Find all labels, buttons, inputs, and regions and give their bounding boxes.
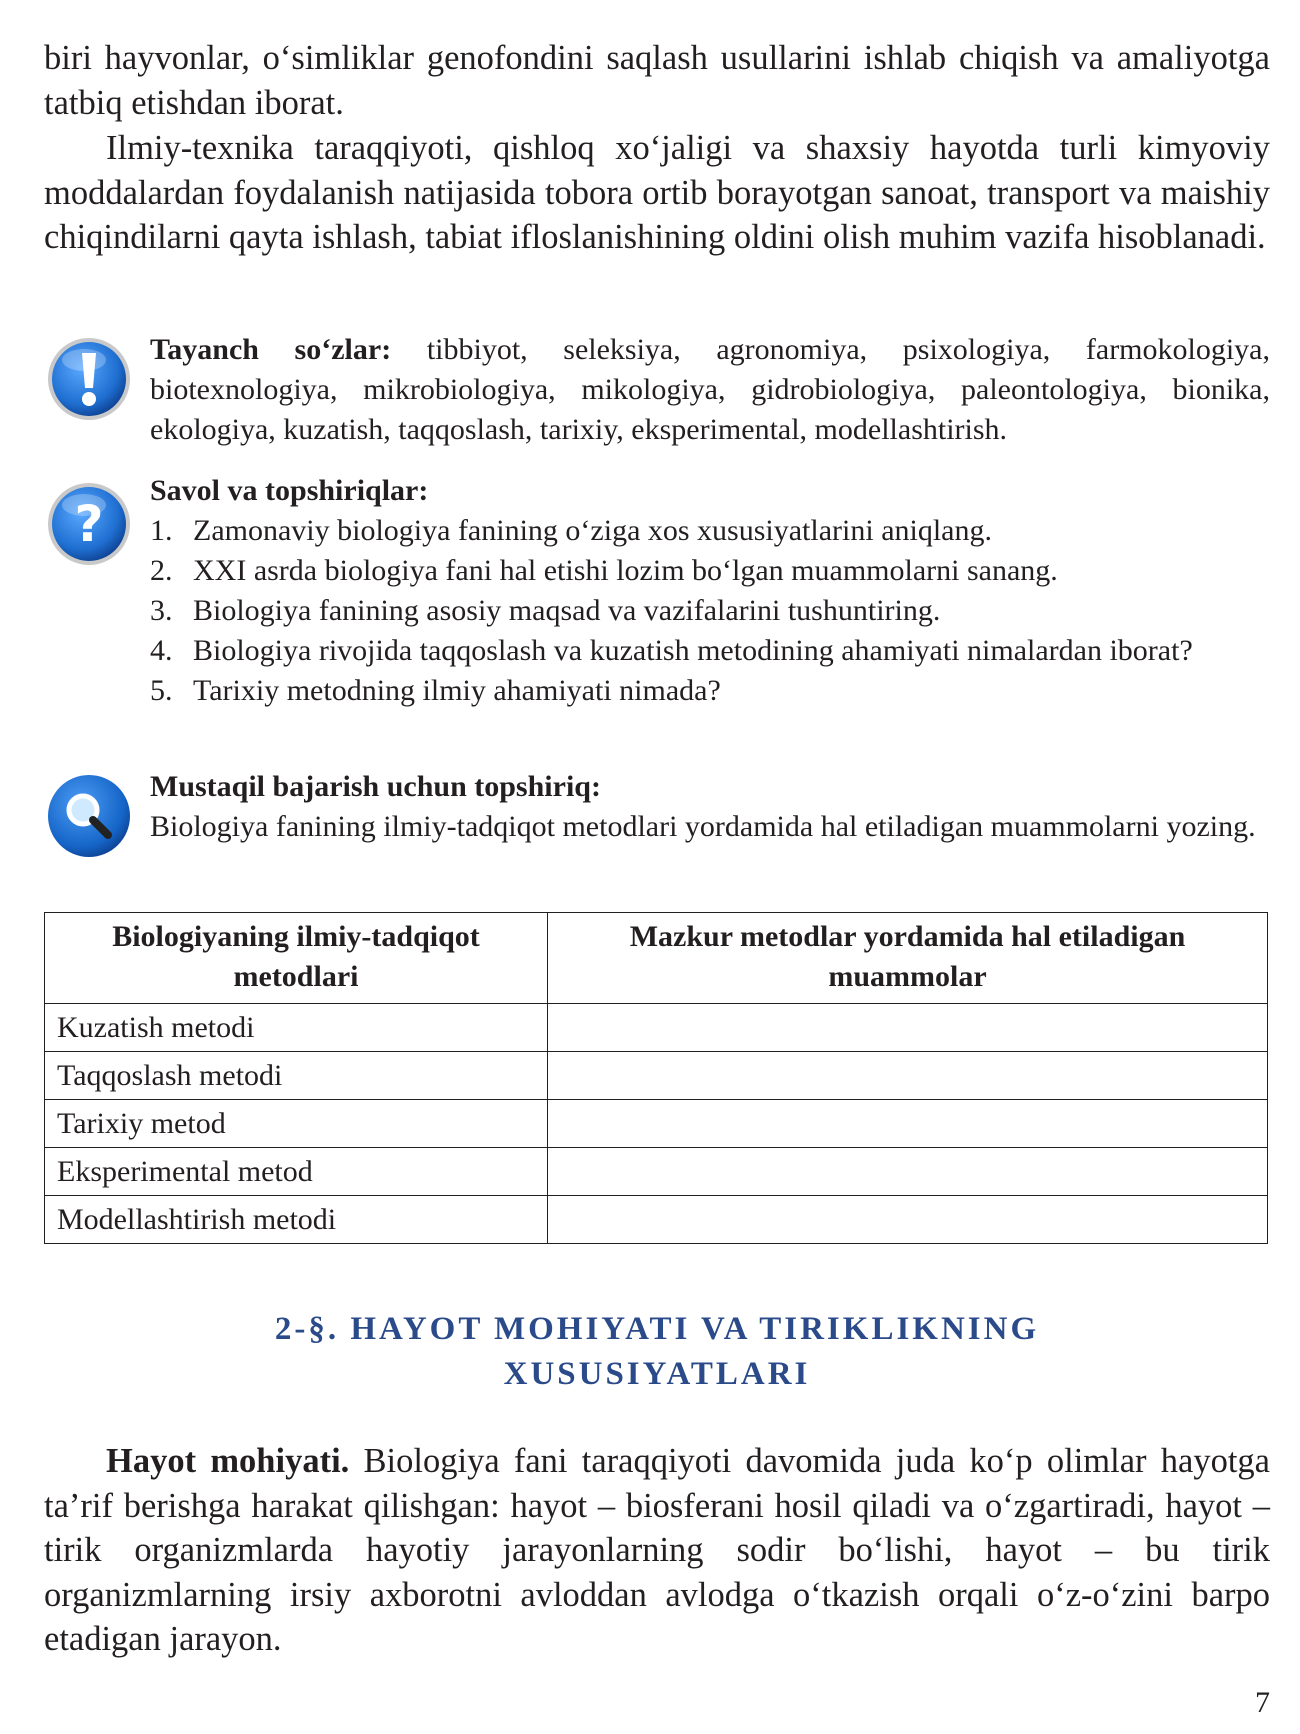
item-text: XXI asrda biologiya fani hal etishi lozim bo‘lgan muammolarni sanang. (193, 554, 1058, 587)
questions-content (150, 471, 1270, 711)
table-row (45, 1100, 1268, 1148)
section-title (44, 1307, 1270, 1397)
item-text: Tarixiy metodning ilmiy ahamiyati nimada? (193, 674, 721, 707)
section-title-line-1: 2-§. HAYOT MOHIYATI VA TIRIKLIKNING (274, 1311, 1040, 1347)
method-cell: Eksperimental metod (45, 1148, 548, 1196)
magnifier-icon (46, 773, 132, 859)
method-cell: Kuzatish metodi (45, 1004, 548, 1052)
questions-title: Savol va topshiriqlar: (150, 474, 429, 507)
exclamation-icon (46, 336, 132, 422)
list-item (150, 671, 1270, 711)
problem-cell (548, 1052, 1268, 1100)
table-row (45, 1004, 1268, 1052)
item-number: 1. (150, 514, 173, 547)
intro-paragraph-2: Ilmiy-texnika taraqqiyoti, qishloq xo‘jaligi va shaxsiy hayotda turli kimyoviy moddalardan foydalanish natijasida tobora ortib borayotgan sanoat, transport va maishiy chiqindilarni qayta ishlash, tabiat ifloslanishining oldini olish muhim vazifa hisoblanadi. (44, 129, 1270, 256)
table-row (45, 1196, 1268, 1244)
item-text: Biologiya fanining asosiy maqsad va vazifalarini tushuntiring. (193, 594, 941, 627)
task-text: Biologiya fanining ilmiy-tadqiqot metodlari yordamida hal etiladigan muammolarni yozing. (150, 810, 1256, 843)
item-number: 2. (150, 554, 173, 587)
problem-cell (548, 1100, 1268, 1148)
question-icon (46, 481, 132, 567)
intro-paragraph-1: biri hayvonlar, o‘simliklar genofondini saqlash usullarini ishlab chiqish va amaliyotga tatbiq etishdan iborat. (44, 39, 1270, 122)
svg-text:?: ? (74, 495, 104, 553)
item-number: 5. (150, 674, 173, 707)
method-cell: Taqqoslash metodi (45, 1052, 548, 1100)
problem-cell (548, 1148, 1268, 1196)
method-cell: Modellashtirish metodi (45, 1196, 548, 1244)
list-item (150, 551, 1270, 591)
table-row (45, 1148, 1268, 1196)
item-number: 4. (150, 634, 173, 667)
task-content (150, 767, 1270, 847)
item-number: 3. (150, 594, 173, 627)
keywords-text (150, 330, 1270, 450)
section-paragraph (44, 1439, 1270, 1662)
method-cell: Tarixiy metod (45, 1100, 548, 1148)
table-row (45, 1052, 1268, 1100)
page-number: 7 (1255, 1686, 1270, 1719)
item-text: Zamonaviy biologiya fanining o‘ziga xos xususiyatlarini aniqlang. (193, 514, 992, 547)
table-header-row (45, 913, 1268, 1004)
section-lead: Hayot mohiyati. (106, 1442, 350, 1480)
list-item (150, 591, 1270, 631)
section-text: Biologiya fani taraqqiyoti davomida juda ko‘p olimlar hayotga ta’rif berishga harakat qilishgan: hayot – biosferani hosil qiladi va o‘zgartiradi, hayot – tirik organizmlarda hayotiy jarayonlarning sodir bo‘lishi, hayot – bu tirik organizmlarning irsiy axborotni avloddan avlodga o‘tkazish orqali o‘z-o‘zini barpo etadigan jarayon. (44, 1442, 1270, 1658)
keywords-label: Tayanch so‘zlar: (150, 333, 392, 366)
problem-cell (548, 1196, 1268, 1244)
keywords-list: tibbiyot, seleksiya, agronomiya, psixologiya, farmokologiya, biotexnologiya, mikrobiologiya, mikologiya, gidrobiologiya, paleontologiya, bionika, ekologiya, kuzatish, taqqoslash, tarixiy, eksperimental, modellashtirish. (150, 333, 1270, 446)
methods-table (44, 912, 1268, 1244)
header-problems: Mazkur metodlar yordamida hal etiladigan muammolar (548, 913, 1268, 1004)
section-title-line-2: XUSUSIYATLARI (503, 1356, 811, 1392)
problem-cell (548, 1004, 1268, 1052)
list-item (150, 511, 1270, 551)
questions-list (150, 511, 1270, 711)
header-methods: Biologiyaning ilmiy-tadqiqot metodlari (45, 913, 548, 1004)
task-title: Mustaqil bajarish uchun topshiriq: (150, 770, 601, 803)
list-item (150, 631, 1270, 671)
item-text: Biologiya rivojida taqqoslash va kuzatish metodining ahamiyati nimalardan iborat? (193, 634, 1193, 667)
